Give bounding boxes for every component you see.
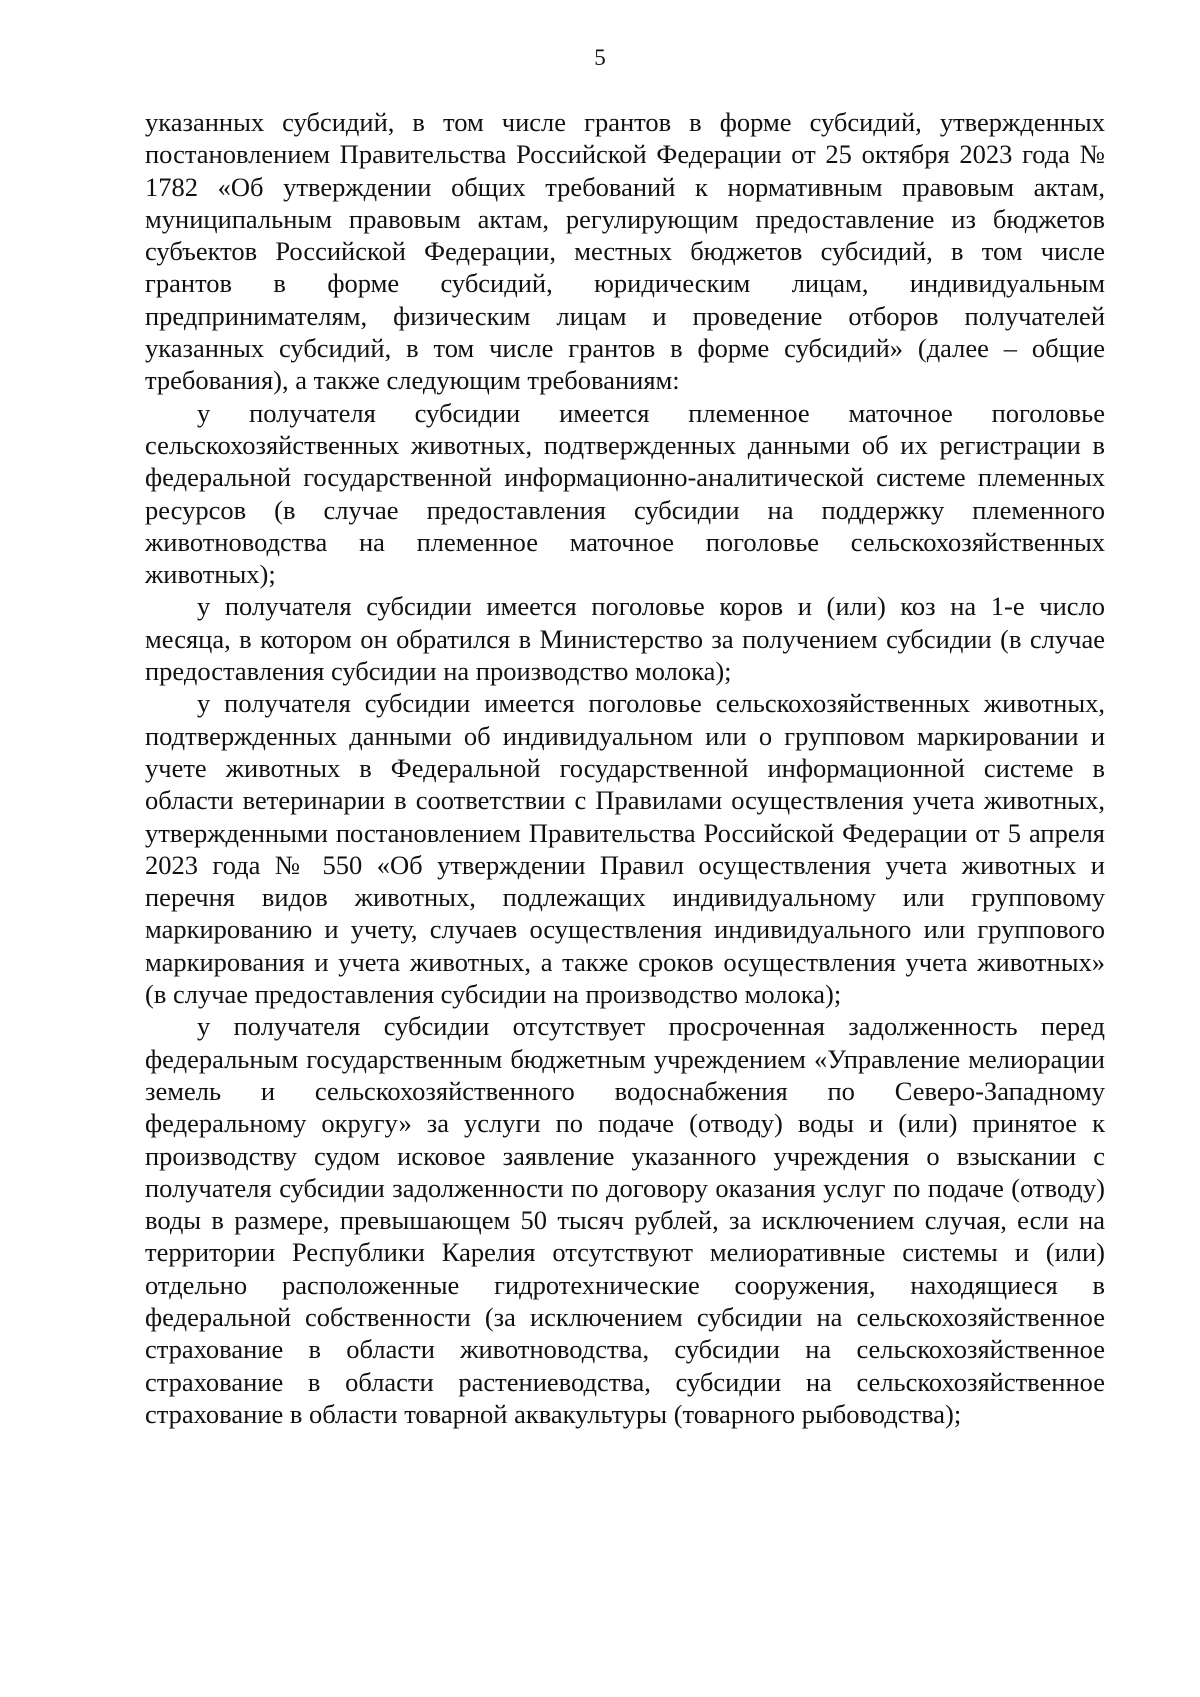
page-number: 5: [594, 45, 606, 70]
paragraph-continuation: указанных субсидий, в том числе грантов в форме субсидий, утвержденных постановлением Правительства Российской Федерации от 25 октября 2023 года № 1782 «Об утверждении общих требований к нормативным правовым актам, муниципальным правовым актам, регулирующим предоставление из бюджетов субъектов Российской Федерации, местных бюджетов субсидий, в том числе грантов в форме субсидий, юридическим лицам, индивидуальным предпринимателям, физическим лицам и проведение отборов получателей указанных субсидий, в том числе грантов в форме субсидий» (далее – общие требования), а также следующим требованиям:: [145, 107, 1105, 396]
paragraph-water-debt: у получателя субсидии отсутствует просроченная задолженность перед федеральным государственным бюджетным учреждением «Управление мелиорации земель и сельскохозяйственного водоснабжения по Северо-Западному федеральному округу» за услуги по подаче (отводу) воды и (или) принятое к производству судом исковое заявление указанного учреждения о взыскании с получателя субсидии задолженности по договору оказания услуг по подаче (отводу) воды в размере, превышающем 50 тысяч рублей, за исключением случая, если на территории Республики Карелия отсутствуют мелиоративные системы и (или) отдельно расположенные гидротехнические сооружения, находящиеся в федеральной собственности (за исключением субсидии на сельскохозяйственное страхование в области животноводства, субсидии на сельскохозяйственное страхование в области растениеводства, субсидии на сельскохозяйственное страхование в области товарной аквакультуры (товарного рыбоводства);: [145, 1011, 1105, 1429]
document-body: [145, 106, 1105, 1430]
paragraph-breeding-livestock: у получателя субсидии имеется племенное маточное поголовье сельскохозяйственных животных, подтвержденных данными об их регистрации в федеральной государственной информационно-аналитической системе племенных ресурсов (в случае предоставления субсидии на поддержку племенного животноводства на племенное маточное поголовье сельскохозяйственных животных);: [145, 397, 1105, 590]
paragraph-animal-marking: у получателя субсидии имеется поголовье сельскохозяйственных животных, подтвержденных данными об индивидуальном или о групповом маркировании и учете животных в Федеральной государственной информационной системе в области ветеринарии в соответствии с Правилами осуществления учета животных, утвержденными постановлением Правительства Российской Федерации от 5 апреля 2023 года № 550 «Об утверждении Правил осуществления учета животных и перечня видов животных, подлежащих индивидуальному или групповому маркированию и учету, случаев осуществления индивидуального или группового маркирования и учета животных, а также сроков осуществления учета животных» (в случае предоставления субсидии на производство молока);: [145, 688, 1105, 1010]
paragraph-cows-goats: у получателя субсидии имеется поголовье коров и (или) коз на 1-е число месяца, в котором он обратился в Министерство за получением субсидии (в случае предоставления субсидии на производство молока);: [145, 591, 1105, 687]
